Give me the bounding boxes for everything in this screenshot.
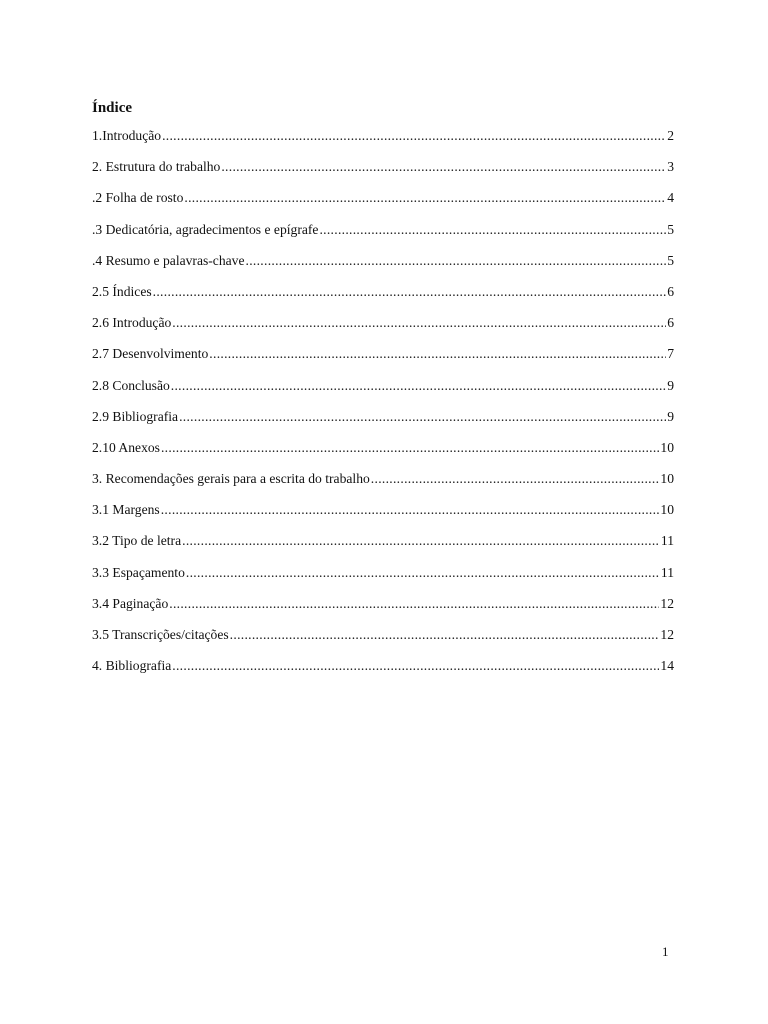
toc-entry-label: 2.8 Conclusão [92,377,170,393]
toc-entry-page: 9 [667,408,674,424]
toc-entry-page: 9 [667,377,674,393]
toc-dot-leader [221,157,666,177]
toc-entry-page: 3 [667,159,674,175]
toc-entry-page: 6 [667,283,674,299]
toc-dot-leader [161,500,660,520]
toc-entry[interactable] [92,594,674,625]
toc-entry-label: 3. Recomendações gerais para a escrita do trabalho [92,471,370,487]
toc-entry-page: 12 [660,627,674,642]
toc-entry-page: 12 [660,595,674,611]
toc-dot-leader [246,251,667,271]
page-number: 1 [662,944,669,959]
toc-entry[interactable] [92,500,674,531]
toc-dot-leader [319,220,666,240]
toc-entry-label: 2.5 Índices [92,283,152,299]
toc-entry-page: 11 [660,533,674,549]
toc-entry-label: 2.10 Anexos [92,439,160,455]
toc-entry[interactable] [92,531,674,562]
toc-dot-leader [182,531,660,551]
toc-dot-leader [172,656,659,676]
toc-entry[interactable] [92,563,674,594]
toc-entry[interactable] [92,469,674,500]
toc-entry[interactable] [92,407,674,438]
toc-entry-label: 1.Introdução [92,128,162,143]
toc-dot-leader [230,625,660,645]
toc-entry-label: 2. Estrutura do trabalho [92,159,221,175]
toc-dot-leader [153,282,667,302]
toc-entry-label: 3.5 Transcrições/citações [92,627,229,642]
toc-entry[interactable] [92,282,674,313]
toc-entry[interactable] [92,251,674,282]
toc-entry-label: 3.2 Tipo de letra [92,533,182,549]
toc-entry-page: 10 [660,439,674,455]
toc-dot-leader [169,594,659,614]
toc-entry-label: 3.4 Paginação [92,595,169,611]
toc-entry-label: 2.9 Bibliografia [92,408,179,424]
toc-entry-label: 3.1 Margens [92,502,160,518]
toc-entry[interactable] [92,656,674,687]
toc-entry[interactable] [92,438,674,469]
toc-entry[interactable] [92,126,674,157]
toc-entry[interactable] [92,313,674,344]
toc-entry-label: 2.6 Introdução [92,315,172,331]
toc-entry-label: .3 Dedicatória, agradecimentos e epígrafe [92,221,319,237]
toc-dot-leader [172,313,666,333]
toc-entry-page: 14 [660,658,674,674]
toc-entry[interactable] [92,157,674,188]
toc-entry[interactable] [92,625,674,656]
toc-entry-label: 4. Bibliografia [92,658,172,674]
toc-entry-page: 10 [660,502,674,518]
toc-entry-page: 11 [660,564,674,580]
toc-dot-leader [161,438,659,458]
toc-entry-page: 7 [667,346,674,362]
toc-entry-page: 5 [667,221,674,237]
toc-entry-label: .2 Folha de rosto [92,190,184,206]
toc-entry-label: 3.3 Espaçamento [92,564,185,580]
toc-dot-leader [179,407,666,427]
toc-title: Índice [92,100,133,116]
toc-dot-leader [184,188,666,208]
toc-entry[interactable] [92,188,674,219]
toc-entry-page: 2 [667,128,674,143]
toc-entry-label: .4 Resumo e palavras-chave [92,252,245,268]
toc-dot-leader [171,376,666,396]
toc-entry-page: 5 [667,252,674,268]
toc-entry-page: 10 [660,471,674,487]
toc-dot-leader [209,344,666,364]
toc-entry[interactable] [92,344,674,375]
toc-entry[interactable] [92,220,674,251]
toc-dot-leader [162,126,666,146]
toc-dot-leader [371,469,660,489]
toc-entry[interactable] [92,376,674,407]
toc-entry-page: 6 [667,315,674,331]
toc-dot-leader [186,563,660,583]
table-of-contents [92,126,674,687]
toc-entry-label: 2.7 Desenvolvimento [92,346,209,362]
toc-entry-page: 4 [667,190,674,206]
